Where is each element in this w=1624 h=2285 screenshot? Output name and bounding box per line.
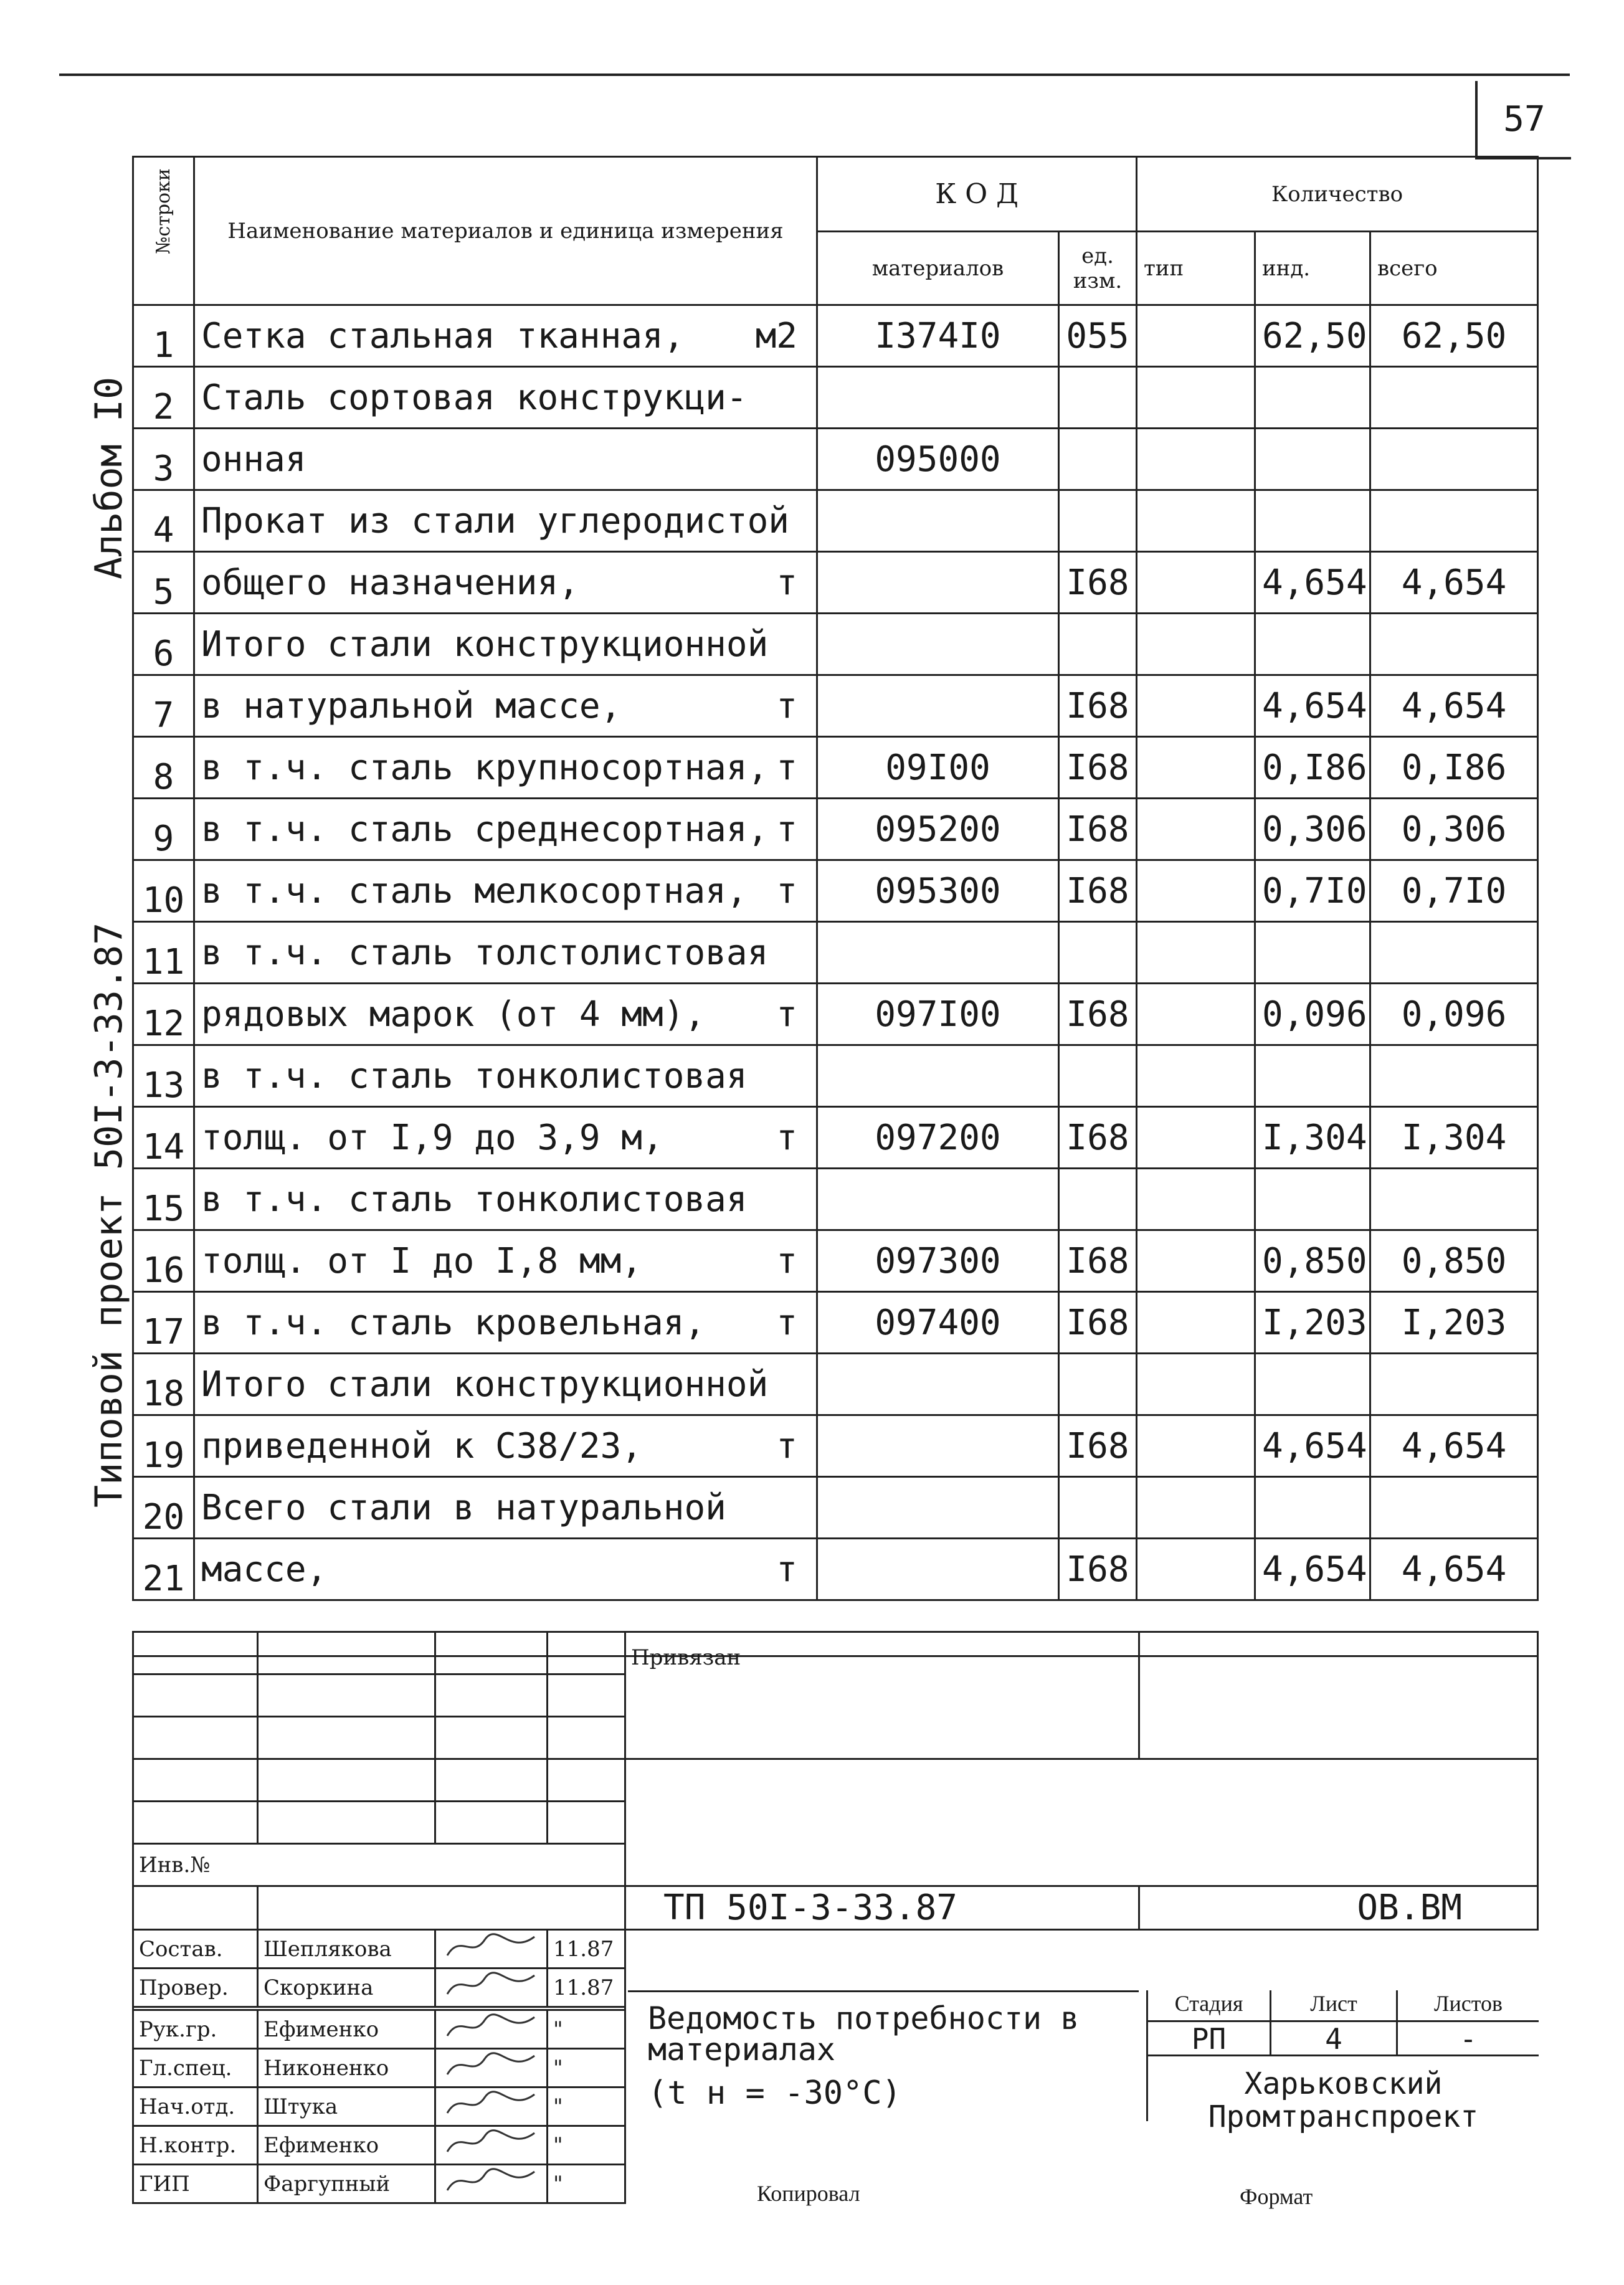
material-unit: т — [776, 1425, 797, 1466]
qty-ind: 0,850 — [1255, 1230, 1370, 1292]
sheets-value: - — [1460, 2022, 1477, 2056]
material-name-text: Итого стали конструкционной — [201, 624, 769, 665]
material-unit: т — [776, 870, 797, 911]
table-row — [133, 552, 1538, 614]
material-name-text: онная — [201, 439, 306, 480]
qty-type — [1137, 305, 1255, 367]
qty-total: 0,096 — [1370, 984, 1538, 1045]
row-number: 21 — [133, 1539, 194, 1600]
row-number: 5 — [133, 552, 194, 614]
material-name — [194, 614, 817, 675]
table-row — [133, 1292, 1538, 1354]
material-name — [194, 1230, 817, 1292]
row-number: 4 — [133, 490, 194, 552]
qty-ind: 0,7I0 — [1255, 860, 1370, 922]
material-unit: м2 — [755, 315, 797, 356]
material-code — [817, 367, 1059, 429]
unit-code — [1059, 1045, 1137, 1107]
qty-type — [1137, 799, 1255, 860]
material-name — [194, 1477, 817, 1539]
stage-value: РП — [1148, 2022, 1271, 2055]
material-name-text: в т.ч. сталь кровельная, — [201, 1302, 706, 1343]
material-name — [194, 799, 817, 860]
signature — [435, 1930, 548, 1969]
material-name-text: в т.ч. сталь тонколистовая — [201, 1179, 748, 1220]
material-name — [194, 1539, 817, 1600]
qty-type — [1137, 922, 1255, 984]
signature — [435, 2165, 548, 2203]
signature-date: " — [548, 2165, 625, 2203]
material-code: 095000 — [817, 429, 1059, 490]
row-number: 13 — [133, 1045, 194, 1107]
signature-role: Провер. — [133, 1969, 258, 2007]
qty-type — [1137, 1045, 1255, 1107]
row-number: 19 — [133, 1415, 194, 1477]
unit-code: I68 — [1059, 799, 1137, 860]
signature-role: ГИП — [133, 2165, 258, 2203]
album-label: Альбом I0 — [87, 376, 131, 579]
unit-code — [1059, 429, 1137, 490]
material-unit: т — [776, 1117, 797, 1158]
table-row — [133, 429, 1538, 490]
material-name-text: Прокат из стали углеродистой — [201, 500, 790, 541]
qty-total — [1370, 1169, 1538, 1230]
header-code-unit: ед. изм. — [1059, 232, 1137, 305]
project-label: Типовой проект 50I-3-33.87 — [87, 922, 131, 1508]
qty-ind: 0,306 — [1255, 799, 1370, 860]
material-name-text: толщ. от I,9 до 3,9 м, — [201, 1117, 663, 1158]
signature-name: Штука — [258, 2088, 435, 2126]
material-code — [817, 490, 1059, 552]
table-row — [133, 1045, 1538, 1107]
table-row — [133, 860, 1538, 922]
unit-code: I68 — [1059, 1292, 1137, 1354]
row-number: 3 — [133, 429, 194, 490]
qty-type — [1137, 1354, 1255, 1415]
material-code: 097I00 — [817, 984, 1059, 1045]
qty-type — [1137, 737, 1255, 799]
qty-type — [1137, 675, 1255, 737]
qty-type — [1137, 1107, 1255, 1169]
sheet-value: 4 — [1271, 2022, 1398, 2055]
qty-total — [1370, 614, 1538, 675]
signature-name: Шеплякова — [258, 1930, 435, 1969]
row-number: 12 — [133, 984, 194, 1045]
qty-ind — [1255, 614, 1370, 675]
material-name-text: в т.ч. сталь толстолистовая — [201, 932, 769, 973]
qty-ind: I,203 — [1255, 1292, 1370, 1354]
material-name — [194, 490, 817, 552]
material-name — [194, 1107, 817, 1169]
material-code: I374I0 — [817, 305, 1059, 367]
signature-name: Ефименко — [258, 2126, 435, 2165]
signature-role: Гл.спец. — [133, 2049, 258, 2088]
row-number: 18 — [133, 1354, 194, 1415]
material-name-text: общего назначения, — [201, 562, 579, 603]
material-name — [194, 1354, 817, 1415]
qty-type — [1137, 984, 1255, 1045]
qty-ind: 4,654 — [1255, 552, 1370, 614]
qty-type — [1137, 1539, 1255, 1600]
qty-total — [1370, 429, 1538, 490]
row-number: 1 — [133, 305, 194, 367]
material-code — [817, 1354, 1059, 1415]
material-unit: т — [776, 747, 797, 788]
material-code — [817, 922, 1059, 984]
unit-code — [1059, 367, 1137, 429]
qty-type — [1137, 860, 1255, 922]
material-code — [817, 1539, 1059, 1600]
table-row — [133, 799, 1538, 860]
organization: Харьковский Промтранспроект — [1208, 2066, 1479, 2134]
privyazan-label: Привязан — [625, 1632, 1139, 1759]
header-code-material: материалов — [817, 232, 1059, 305]
material-name — [194, 675, 817, 737]
signature-name: Ефименко — [258, 2010, 435, 2049]
table-row — [133, 737, 1538, 799]
qty-type — [1137, 614, 1255, 675]
material-code: 095200 — [817, 799, 1059, 860]
unit-code — [1059, 1477, 1137, 1539]
row-number: 16 — [133, 1230, 194, 1292]
material-unit: т — [776, 685, 797, 726]
unit-code: I68 — [1059, 1415, 1137, 1477]
material-code: 095300 — [817, 860, 1059, 922]
qty-total — [1370, 1045, 1538, 1107]
material-name-text: толщ. от I до I,8 мм, — [201, 1240, 643, 1281]
top-rule — [59, 74, 1570, 76]
qty-type — [1137, 1477, 1255, 1539]
material-name — [194, 860, 817, 922]
stage-block — [1146, 1990, 1539, 2134]
material-name — [194, 1045, 817, 1107]
sheets-label: Листов — [1434, 1991, 1503, 2016]
table-row — [133, 1354, 1538, 1415]
material-code — [817, 552, 1059, 614]
qty-total: 0,850 — [1370, 1230, 1538, 1292]
signature — [435, 2010, 548, 2049]
material-code: 097400 — [817, 1292, 1059, 1354]
header-qty-total: всего — [1370, 232, 1538, 305]
inv-label: Инв.№ — [133, 1844, 625, 1886]
table-row — [133, 984, 1538, 1045]
qty-ind — [1255, 429, 1370, 490]
signature-date: 11.87 — [548, 1930, 625, 1969]
doc-temperature: (t н = -30°С) — [648, 2074, 901, 2112]
signature-date: 11.87 — [548, 1969, 625, 2007]
table-row — [133, 1107, 1538, 1169]
unit-code: I68 — [1059, 1107, 1137, 1169]
qty-total: 4,654 — [1370, 552, 1538, 614]
qty-total — [1370, 367, 1538, 429]
table-row — [133, 614, 1538, 675]
material-name — [194, 305, 817, 367]
material-name-text: в т.ч. сталь крупносортная, — [201, 747, 769, 788]
qty-total: I,203 — [1370, 1292, 1538, 1354]
material-name — [194, 1292, 817, 1354]
qty-total: 0,7I0 — [1370, 860, 1538, 922]
table-row — [133, 922, 1538, 984]
qty-type — [1137, 552, 1255, 614]
qty-ind: 4,654 — [1255, 1415, 1370, 1477]
material-name — [194, 984, 817, 1045]
row-number: 8 — [133, 737, 194, 799]
signature — [435, 2126, 548, 2165]
table-row — [133, 675, 1538, 737]
material-unit: т — [776, 809, 797, 850]
qty-ind: I,304 — [1255, 1107, 1370, 1169]
qty-type — [1137, 367, 1255, 429]
signature-role: Рук.гр. — [133, 2010, 258, 2049]
table-row — [133, 1415, 1538, 1477]
doc-title: Ведомость потребности в материалах — [648, 2000, 1080, 2068]
qty-ind: 62,50 — [1255, 305, 1370, 367]
unit-code: I68 — [1059, 1539, 1137, 1600]
material-unit: т — [776, 562, 797, 603]
unit-code: I68 — [1059, 737, 1137, 799]
material-unit: т — [776, 1302, 797, 1343]
footer-format: Формат — [1240, 2184, 1313, 2209]
unit-code: I68 — [1059, 860, 1137, 922]
qty-ind — [1255, 1045, 1370, 1107]
unit-code: I68 — [1059, 675, 1137, 737]
material-name — [194, 429, 817, 490]
material-name-text: в т.ч. сталь мелкосортная, — [201, 870, 748, 911]
table-row — [133, 367, 1538, 429]
row-number: 17 — [133, 1292, 194, 1354]
header-qty-ind: инд. — [1255, 232, 1370, 305]
table-row — [133, 1477, 1538, 1539]
material-code — [817, 614, 1059, 675]
material-name-text: Сталь сортовая конструкци- — [201, 377, 748, 418]
material-unit: т — [776, 1240, 797, 1281]
qty-ind — [1255, 367, 1370, 429]
row-number: 6 — [133, 614, 194, 675]
unit-code: I68 — [1059, 1230, 1137, 1292]
material-name — [194, 737, 817, 799]
unit-code: I68 — [1059, 984, 1137, 1045]
qty-ind — [1255, 922, 1370, 984]
materials-table — [132, 156, 1539, 1657]
qty-ind: 4,654 — [1255, 675, 1370, 737]
material-name-text: Итого стали конструкционной — [201, 1364, 769, 1405]
qty-total — [1370, 1354, 1538, 1415]
material-code — [817, 1415, 1059, 1477]
unit-code — [1059, 1169, 1137, 1230]
header-code: К О Д — [817, 157, 1137, 232]
material-name-text: в натуральной массе, — [201, 685, 622, 726]
row-number: 9 — [133, 799, 194, 860]
qty-total: 4,654 — [1370, 675, 1538, 737]
qty-type — [1137, 429, 1255, 490]
material-name — [194, 1415, 817, 1477]
stage-label: Стадия — [1148, 1990, 1271, 2020]
signature-row — [133, 1930, 1538, 1969]
material-name-text: приведенной к С38/23, — [201, 1425, 643, 1466]
material-code — [817, 1477, 1059, 1539]
signature-name: Фаргупный — [258, 2165, 435, 2203]
row-number: 7 — [133, 675, 194, 737]
row-number: 14 — [133, 1107, 194, 1169]
row-number: 20 — [133, 1477, 194, 1539]
signature-role: Н.контр. — [133, 2126, 258, 2165]
qty-type — [1137, 1230, 1255, 1292]
qty-ind — [1255, 1354, 1370, 1415]
material-unit: т — [776, 994, 797, 1035]
qty-type — [1137, 1415, 1255, 1477]
header-quantity: Количество — [1137, 157, 1538, 232]
qty-total — [1370, 490, 1538, 552]
signature — [435, 2049, 548, 2088]
unit-code — [1059, 1354, 1137, 1415]
sheet-label: Лист — [1271, 1990, 1398, 2020]
signature-role: Состав. — [133, 1930, 258, 1969]
material-code — [817, 1045, 1059, 1107]
row-number: 11 — [133, 922, 194, 984]
row-number: 10 — [133, 860, 194, 922]
material-name — [194, 552, 817, 614]
doc-mark: ОВ.ВМ — [1139, 1886, 1538, 1930]
qty-total: I,304 — [1370, 1107, 1538, 1169]
material-name-text: массе, — [201, 1549, 328, 1590]
title-divider — [628, 1990, 1139, 1992]
row-number: 2 — [133, 367, 194, 429]
material-name — [194, 922, 817, 984]
signature-name: Скоркина — [258, 1969, 435, 2007]
material-code: 097300 — [817, 1230, 1059, 1292]
qty-ind — [1255, 1169, 1370, 1230]
row-number: 15 — [133, 1169, 194, 1230]
unit-code — [1059, 922, 1137, 984]
table-row — [133, 305, 1538, 367]
material-unit: т — [776, 1549, 797, 1590]
signature-date: " — [548, 2049, 625, 2088]
table-row — [133, 1539, 1538, 1600]
material-code: 097200 — [817, 1107, 1059, 1169]
qty-total: 4,654 — [1370, 1539, 1538, 1600]
qty-ind — [1255, 1477, 1370, 1539]
signature-role: Нач.отд. — [133, 2088, 258, 2126]
table-row — [133, 490, 1538, 552]
qty-ind: 0,I86 — [1255, 737, 1370, 799]
header-row-no: №строки — [133, 157, 194, 305]
signature-date: " — [548, 2126, 625, 2165]
unit-code: 055 — [1059, 305, 1137, 367]
unit-code — [1059, 490, 1137, 552]
qty-total: 0,I86 — [1370, 737, 1538, 799]
qty-total — [1370, 922, 1538, 984]
qty-ind: 4,654 — [1255, 1539, 1370, 1600]
page-number: 57 — [1475, 81, 1571, 159]
material-code: 09I00 — [817, 737, 1059, 799]
footer-copied: Копировал — [757, 2181, 860, 2206]
signature — [435, 1969, 548, 2007]
doc-code: ТП 50I-3-33.87 — [625, 1886, 1139, 1930]
header-name: Наименование материалов и единица измерения — [194, 157, 817, 305]
material-code — [817, 675, 1059, 737]
signature-date: " — [548, 2010, 625, 2049]
material-name-text: в т.ч. сталь тонколистовая — [201, 1055, 748, 1096]
material-name-text: Сетка стальная тканная, — [201, 315, 685, 356]
unit-code — [1059, 614, 1137, 675]
table-row — [133, 1169, 1538, 1230]
material-name-text: рядовых марок (от 4 мм), — [201, 994, 706, 1035]
qty-total: 4,654 — [1370, 1415, 1538, 1477]
signature — [435, 2088, 548, 2126]
qty-type — [1137, 1292, 1255, 1354]
qty-ind: 0,096 — [1255, 984, 1370, 1045]
unit-code: I68 — [1059, 552, 1137, 614]
qty-type — [1137, 490, 1255, 552]
qty-type — [1137, 1169, 1255, 1230]
material-name-text: Всего стали в натуральной — [201, 1487, 726, 1528]
qty-total — [1370, 1477, 1538, 1539]
signature-date: " — [548, 2088, 625, 2126]
qty-total: 62,50 — [1370, 305, 1538, 367]
qty-ind — [1255, 490, 1370, 552]
qty-total: 0,306 — [1370, 799, 1538, 860]
material-name — [194, 367, 817, 429]
header-qty-type: тип — [1137, 232, 1255, 305]
material-code — [817, 1169, 1059, 1230]
signature-name: Никоненко — [258, 2049, 435, 2088]
material-name-text: в т.ч. сталь среднесортная, — [201, 809, 769, 850]
material-name — [194, 1169, 817, 1230]
table-row — [133, 1230, 1538, 1292]
